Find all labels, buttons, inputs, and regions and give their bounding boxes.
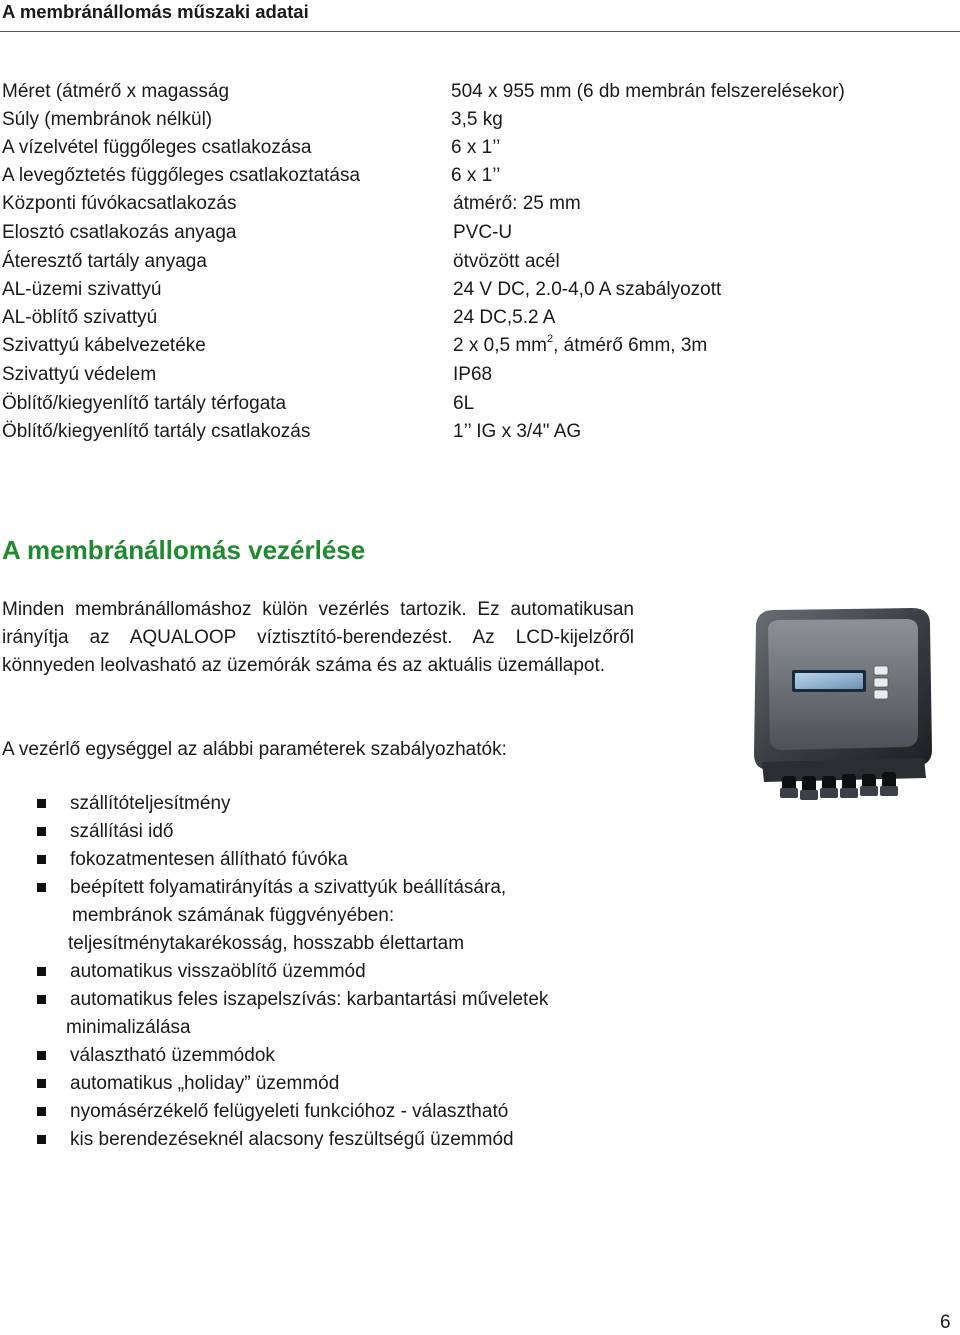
controller-device-image: [742, 602, 942, 812]
spec-value: 1’’ IG x 3/4" AG: [453, 421, 582, 442]
spec-value: átmérő: 25 mm: [453, 193, 581, 214]
intro-paragraph: Minden membránállomáshoz külön vezérlés tartozik. Ez automatikusan irányítja az AQUALOOP víztisztító-berendezést. Az LCD-kijelzőről könnyeden leolvasható az üzemórák száma és az aktuális üzemállapot.: [2, 599, 634, 676]
spec-label: Súly (membránok nélkül): [2, 109, 213, 130]
page-number: 6: [940, 1312, 951, 1333]
bullet-square-icon: [37, 995, 46, 1004]
spec-value: 6 x 1’’: [451, 165, 501, 186]
spec-label: Központi fúvókacsatlakozás: [2, 193, 237, 214]
spec-value: 24 V DC, 2.0-4,0 A szabályozott: [453, 279, 722, 300]
bullet-square-icon: [37, 1079, 46, 1088]
spec-value: 3,5 kg: [451, 109, 503, 130]
spec-value: 504 x 955 mm (6 db membrán felszerelésekor): [451, 81, 845, 102]
spec-label: Szivattyú kábelvezetéke: [2, 335, 206, 356]
bullet-square-icon: [37, 1051, 46, 1060]
spec-label: AL-öblítő szivattyú: [2, 307, 158, 328]
spec-value: 6L: [453, 393, 475, 414]
bullet-square-icon: [37, 967, 46, 976]
title-underline: [0, 31, 960, 32]
bullet-square-icon: [37, 799, 46, 808]
spec-label: Elosztó csatlakozás anyaga: [2, 222, 237, 243]
bullet-square-icon: [37, 883, 46, 892]
spec-value: PVC-U: [453, 222, 513, 243]
spec-label: A levegőztetés függőleges csatlakoztatása: [2, 165, 361, 186]
spec-value: 2 x 0,5 $mm^2$, átmérő 6mm, 3m: [453, 333, 708, 356]
bullet-square-icon: [37, 855, 46, 864]
page-title: A membránállomás műszaki adatai: [2, 1, 309, 22]
spec-label: AL-üzemi szivattyú: [2, 279, 162, 300]
section-heading: A membránállomás vezérlése: [2, 535, 366, 565]
superscript: 2: [546, 333, 554, 345]
bullet-square-icon: [37, 1135, 46, 1144]
spec-value: 24 DC,5.2 A: [453, 307, 556, 328]
spec-label: Szivattyú védelem: [2, 364, 157, 385]
bullet-square-icon: [37, 1107, 46, 1116]
spec-value: IP68: [453, 364, 493, 385]
params-intro: A vezérlő egységgel az alábbi paraméterek szabályozhatók:: [2, 739, 507, 760]
spec-label: Méret (átmérő x magasság: [2, 81, 230, 102]
bullet-square-icon: [37, 827, 46, 836]
spec-label: Öblítő/kiegyenlítő tartály csatlakozás: [2, 421, 311, 442]
spec-label: Öblítő/kiegyenlítő tartály térfogata: [2, 393, 287, 414]
spec-label: A vízelvétel függőleges csatlakozása: [2, 137, 312, 158]
spec-value: 6 x 1’’: [451, 137, 501, 158]
spec-label: Áteresztő tartály anyaga: [2, 251, 207, 272]
spec-value: ötvözött acél: [453, 251, 560, 272]
